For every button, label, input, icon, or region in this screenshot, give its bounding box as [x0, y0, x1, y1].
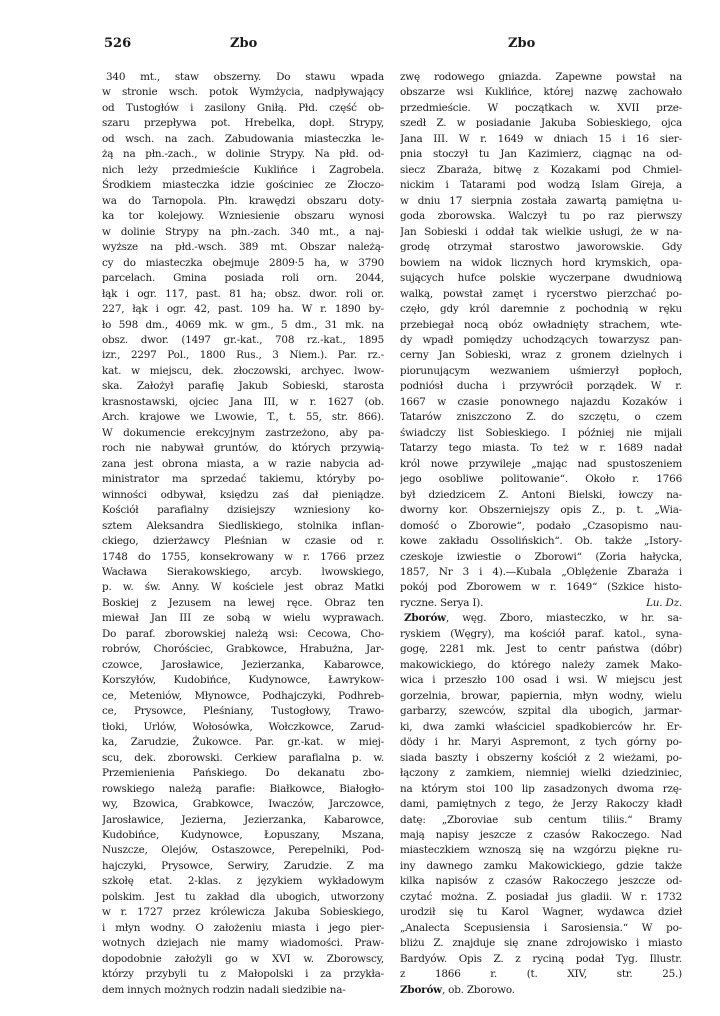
- text-line: domość o Zborowie“, podało „Czasopismo nau-: [400, 519, 682, 532]
- text-line: sztem Aleksandra Siedliskiego, stolnika inflan-: [102, 519, 384, 532]
- text-line: czeskoje izwiestie o Zborowi“ (Zoria hałycka,: [400, 550, 682, 563]
- text-line: ce, Prysowce, Pleśniany, Tustogłowy, Trawo-: [102, 705, 384, 718]
- text-line: czytać można. Z. posiadał jus gladii. W r. 1732: [400, 890, 682, 903]
- text-line: ce, Meteniów, Młynowce, Podhajczyki, Podhreb-: [102, 689, 384, 702]
- text-line: Zborów, ob. Zborowo.: [400, 983, 515, 996]
- text-line: nich leży przedmieście Kuklińce i Zagrobela.: [102, 163, 384, 176]
- text-line: Tatarów zniszczono Z. do szczętu, o czem: [400, 411, 682, 424]
- text-line: dopodobnie założyli go w XVI w. Zborowscy,: [102, 952, 384, 965]
- text-line: bowiem na widok licznych hord krymskich, opa-: [400, 256, 682, 269]
- text-line: ka, Zarudzie, Żukowce. Par. gr.-kat. w miej-: [102, 736, 384, 749]
- text-line: dem innych możnych rodzin nadali siedzibie na-: [102, 983, 346, 996]
- text-line: czowce, Jarosławice, Jezierzanka, Kabarowce,: [102, 658, 384, 671]
- text-line: Jan Sobieski i oddał tak wielkie usługi, że w na-: [400, 225, 682, 238]
- text-line: ministrator ma sprzedać takiemu, któryby po-: [102, 473, 384, 486]
- text-line: ki, dwa zamki właściciel spadkobierców hr. Er-: [400, 720, 682, 733]
- text-line: p. w. św. Anny. W kościele jest obraz Matki: [102, 581, 384, 594]
- text-line: makowickiego, do którego należy zamek Mako-: [400, 658, 682, 671]
- text-line: w dniu 17 sierpnia została zawartą pamiętna u-: [400, 194, 682, 207]
- entry-headword: Zborów: [400, 983, 442, 996]
- text-line: Wacława Sierakowskiego, arcyb. lwowskiego,: [102, 566, 384, 578]
- text-line: ło 598 dm., 4069 mk. w gm., 5 dm., 31 mk. na: [102, 318, 384, 331]
- text-line: Jana III. W r. 1649 w dniach 15 i 16 sier-: [400, 132, 682, 145]
- text-line: którzy przybyli tu z Małopolski i za przykła-: [102, 968, 384, 981]
- text-line: tłoki, Urlów, Wołosówka, Wołczkowce, Zarud-: [102, 720, 384, 733]
- text-line: polskim. Jest tu zakład dla ubogich, utworzony: [102, 890, 384, 903]
- text-line: łączony z zamkiem, niemniej wielki dziedziniec,: [400, 767, 682, 780]
- text-line: Kudobińce, Kudynowce, Łopuszany, Mszana,: [102, 828, 384, 841]
- author-signature: Lu. Dz.: [646, 596, 682, 609]
- text-line: na którym stoi 100 lip zasadzonych dwoma rzę-: [400, 782, 682, 795]
- text-line: datę: „Zboroviae sub centum tiliis.“ Bramy: [400, 813, 682, 826]
- text-line: 340 mt., staw obszerny. Do stawu wpada: [106, 71, 384, 83]
- text-line: ryskiem (Węgry), ma kościół paraf. katol., syna-: [400, 627, 682, 640]
- text-line: grodę otrzymał starostwo jaworowskie. Gdy: [400, 241, 682, 254]
- text-line: Przemienienia Pańskiego. Do dekanatu zbo-: [102, 767, 384, 780]
- text-line: Jarosławice, Jezierna, Jezierzanka, Kabarowce,: [102, 813, 384, 826]
- text-line: od Tustogłów i zasilony Gniłą. Płd. część ob-: [102, 101, 384, 114]
- left-running-head: Zbo: [230, 36, 258, 51]
- text-line: parcelach. Gmina posiada roli orn. 2044,: [102, 272, 384, 285]
- text-line: świadczy list Sobieskiego. I później nie mijali: [400, 426, 682, 439]
- text-line: miasteczkiem wznoszą się na wzgórzu piękne ru-: [400, 844, 682, 857]
- text-line-body: ryczne. Serya I).: [400, 596, 484, 609]
- text-line: 227, łąk i ogr. 42, past. 109 ha. W r. 1890 by-: [102, 303, 384, 316]
- text-line: wica i przeszło 100 osad i wsi. W miejscu jest: [400, 674, 682, 687]
- text-line: gorzelnia, browar, papiernia, młyn wodny, wielu: [400, 689, 682, 702]
- text-line: W dokumencie erekcyjnym zastrzeżono, aby pa-: [102, 426, 384, 439]
- text-line: miewał Jan III ze sobą w wielu wyprawach.: [102, 612, 384, 625]
- text-line: 1667 w czasie ponownego najazdu Kozaków i: [400, 395, 682, 408]
- text-line: podniósł ducha i przywrócił porządek. W r.: [400, 380, 682, 393]
- text-line: Zborów, węg. Zboro, miasteczko, w hr. sa-: [404, 612, 682, 625]
- text-line: winności odbywał, księdzu zaś dał pieniądze.: [102, 488, 384, 501]
- text-line: jego osobliwe politowanie“. Około r. 1766: [400, 473, 682, 486]
- text-line: 1748 do 1755, konsekrowany w r. 1766 przez: [102, 550, 384, 563]
- text-line: siada baszty i obszerny kościół z 2 wieżami, po-: [400, 751, 682, 764]
- right-running-head: Zbo: [508, 36, 536, 51]
- text-line: Korszyłów, Kudobińce, Kudynowce, Ławrykow-: [102, 674, 384, 687]
- page-number: 526: [104, 36, 132, 51]
- text-line: kilka napisów z czasów Rakoczego jeszcze od-: [400, 875, 682, 888]
- text-line: scu, dek. zborowski. Cerkiew parafialna p. w.: [102, 751, 384, 764]
- text-line: wotnych dziejach nie mamy wiadomości. Praw-: [102, 937, 384, 950]
- text-line: [400, 596, 682, 611]
- entry-headword: Zborów: [404, 612, 446, 625]
- text-line: obsz. dwor. (1497 gr.-kat., 708 rz.-kat., 1895: [102, 333, 384, 346]
- text-line: zana jest obrona miasta, a w razie nabycia ad-: [102, 457, 384, 470]
- text-line: mają napisy jeszcze z czasów Rakoczego. Nad: [400, 828, 682, 841]
- text-line: dami, pamiętnych z tego, że Jerzy Rakoczy kładł: [400, 798, 682, 811]
- text-line: i młyn wodny. O założeniu miasta i jego pier-: [102, 921, 384, 934]
- text-line: goda zborowska. Walczył tu po raz pierwszy: [400, 210, 682, 223]
- text-line: ka tor kolejowy. Wzniesienie obszaru wynosi: [102, 210, 384, 223]
- text-line: pnia stoczył tu Jan Kazimierz, ciągnąc na od-: [400, 148, 682, 161]
- text-line: Bardyów. Opis Z. z ryciną podał Tyg. Illustr.: [400, 952, 682, 965]
- text-line: cy do miasteczka obejmuje 2809·5 ha, w 3790: [102, 256, 384, 269]
- text-line: robrów, Choróściec, Grabkowce, Hrabużna, Jar-: [102, 643, 384, 656]
- text-line: wyższe na płd.-wsch. 389 mt. Obszar należą-: [102, 241, 384, 254]
- text-line: Boskiej z Jezusem na lewej ręce. Obraz ten: [102, 596, 384, 609]
- left-text-column: [102, 70, 384, 998]
- text-line: szedł Z. w posiadanie Jakuba Sobieskiego, ojca: [400, 117, 682, 130]
- text-line: krasnostawski, ojciec Jana III, w r. 1627 (ob.: [102, 395, 384, 408]
- text-line: przedmieście. W początkach w. XVII prze-: [400, 101, 682, 114]
- text-line: bliżu Z. znajduje się znane zdrojowisko i miasto: [400, 937, 682, 950]
- text-line: pokój pod Zborowem w r. 1649“ (Szkice histo-: [400, 581, 682, 594]
- text-line: siecz Zbaraża, bitwę z Kozakami pod Chmiel-: [400, 163, 682, 176]
- text-line: roch nie nabywał gruntów, do których przywią-: [102, 442, 384, 455]
- text-line: od wsch. na zach. Zabudowania miasteczka le-: [102, 132, 384, 145]
- text-line: Tatarzy tego miasta. To też w r. 1689 nadał: [400, 442, 682, 455]
- text-line: ska. Założył parafię Jakub Sobieski, starosta: [102, 380, 384, 393]
- text-line: rowskiego należą parafie: Białkowce, Białogło-: [102, 782, 384, 795]
- text-line: 1857, Nr 3 i 4).—Kubala „Oblężenie Zbaraża i: [400, 566, 682, 578]
- text-line: nickim i Tatarami pod wodzą Islam Gireja, a: [400, 179, 682, 192]
- text-line: walką, powstał zamęt i rycerstwo pierzchać po-: [400, 287, 682, 300]
- text-line: Środkiem miasteczka idzie gościniec ze Złoczo-: [102, 179, 384, 192]
- text-line: gogę, 2281 mk. Jest to centr państwa (dóbr): [400, 643, 682, 656]
- text-line: kat. w miejscu, dek. złoczowski, archyec. lwow-: [102, 364, 384, 377]
- text-line: dworny kor. Obszerniejszy opis Z., p. t. „Wia-: [400, 504, 682, 517]
- text-line: w r. 1727 przez królewicza Jakuba Sobieskiego,: [102, 906, 384, 919]
- text-line: izr., 2297 Pol., 1800 Rus., 3 Niem.). Par. rz.-: [102, 349, 384, 362]
- text-line: piorunującym wezwaniem uśmierzył popłoch,: [400, 364, 682, 377]
- text-line: Arch. krajowe we Lwowie, T., t. 55, str. 866).: [102, 411, 384, 424]
- text-line: szaru przepływa pot. Hrebelka, dopł. Strypy,: [102, 117, 384, 130]
- text-line: cerny Jan Sobieski, wraz z gronem dzielnych i: [400, 349, 682, 362]
- text-line: w dolinie Strypy na płn.-zach. 340 mt., a naj-: [102, 225, 384, 238]
- right-text-column: [400, 70, 682, 998]
- text-line: w stronie wsch. potok Wymżycia, nadpływający: [102, 86, 384, 99]
- text-line: kowe zakładu Ossolińskich“. Ob. także „Istory-: [400, 535, 682, 548]
- text-line: żą na płn.-zach., w dolinie Strypy. Na płd. od-: [102, 148, 384, 161]
- text-line: przebiegał nocą obóz owładnięty strachem, wte-: [400, 318, 682, 331]
- text-line: „Analecta Scepusiensia i Sarosiensia.“ W po-: [400, 921, 682, 934]
- text-line: iny dawnego zamku Makowickiego, gdzie także: [400, 859, 682, 872]
- text-line: dödy i hr. Maryi Aspremont, z tych górny po-: [400, 736, 682, 749]
- text-line: wy, Bzowica, Grabkowce, Iwaczów, Jarczowce,: [102, 798, 384, 811]
- text-line: urodził się tu Karol Wagner, wydawca dzieł: [400, 906, 682, 919]
- text-line: z 1866 r. (t. XIV, str. 25.): [400, 968, 682, 981]
- text-line: garbarzy, szewców, szpital dla ubogich, jarmar-: [400, 705, 682, 718]
- text-line: był dziedzicem Z. Antoni Bielski, łowczy na-: [400, 488, 682, 501]
- text-line: wa do Tarnopola. Płn. krawędzi obszaru doty-: [102, 194, 384, 207]
- text-line: Kościół parafialny dzisiejszy wzniesiony ko-: [102, 504, 384, 517]
- text-line: król nowe przywileje „mając nad spustoszeniem: [400, 457, 682, 470]
- text-line: Nuszcze, Olejów, Ostaszowce, Perepelniki, Pod-: [102, 844, 384, 857]
- text-line: dy wpadł pomiędzy uchodzących towarzysz pan-: [400, 333, 682, 346]
- text-line: zwę rodowego gniazda. Zapewne powstał na: [400, 71, 682, 83]
- text-line: sujących hufce polskie wyczerpane dwudniową: [400, 272, 682, 285]
- text-line: szkołę etat. 2-klas. z językiem wykładowym: [102, 875, 384, 888]
- text-line: łąk i ogr. 117, past. 81 ha; obsz. dwor. roli or.: [102, 287, 384, 300]
- text-line: hajczyki, Prysowce, Serwiry, Zarudzie. Z ma: [102, 859, 384, 872]
- text-line: obszarze wsi Kuklińce, której nazwę zachowało: [400, 86, 682, 99]
- text-line: częło, gdy król daremnie z pochodnią w ręku: [400, 303, 682, 316]
- text-line: Do paraf. zborowskiej należą wsi: Cecowa, Cho-: [102, 627, 384, 640]
- text-line: ckiego, dzierżawcy Pleśnian w czasie od r.: [102, 535, 384, 548]
